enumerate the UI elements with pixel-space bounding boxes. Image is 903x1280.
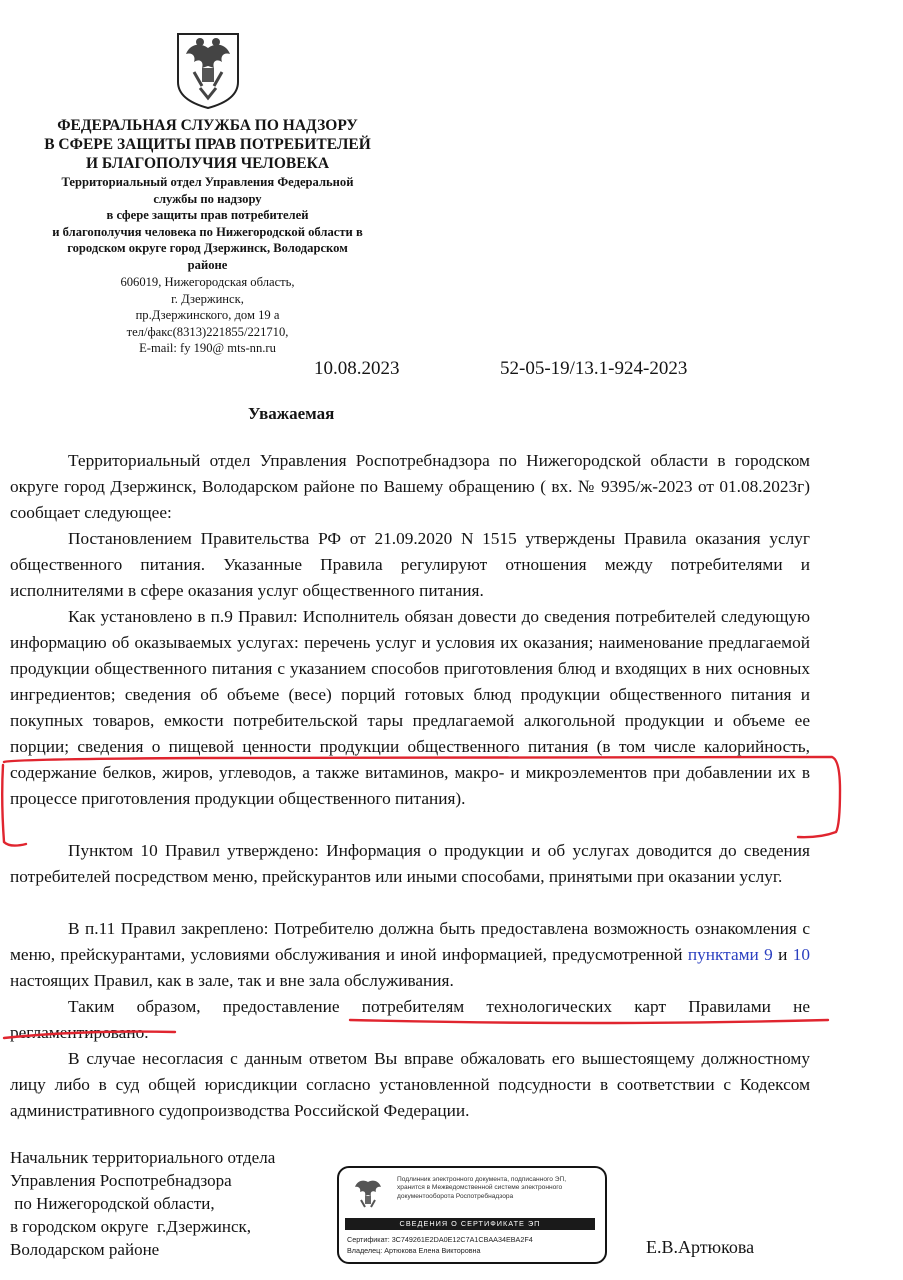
agency-address (10, 274, 405, 357)
signatory-title-line: Начальник территориального отдела (10, 1148, 276, 1167)
paragraph-text: Таким образом, предоставление потребителям технологических карт Правилами не регламентировано. (10, 997, 810, 1042)
paragraph-text: и (772, 945, 793, 964)
signatory-title-line: Володарском районе (10, 1240, 160, 1259)
department-line: районе (187, 257, 228, 272)
address-line: тел/факс(8313)221855/221710, (126, 324, 289, 339)
paragraph-text: Как установлено в п.9 Правил: Исполнитель обязан довести до сведения потребителей следующую информацию об оказываемых услугах: перечень услуг и условия их оказания; наименование предлагаемой продукции общественного питания с указанием способов приготовления блюд и входящих в них основных ингредиентов; сведения об объеме (весе) порций готовых блюд продукции общественного питания и покупных товаров, емкости потребительской тары предлагаемой алкогольной продукции и объеме ее порции; сведения о пищевой ценности продукции общественного питания (в том числе калорийность, содержание белков, жиров, углеводов, а также витаминов, макро- и микроэлементов при добавлении их в процессе приготовления продукции общественного питания). (10, 607, 810, 808)
address-line: пр.Дзержинского, дом 19 а (135, 308, 280, 322)
signatory-name: Е.В.Артюкова (646, 1237, 755, 1257)
paragraph-text: Постановлением Правительства РФ от 21.09.2020 N 1515 утверждены Правила оказания услуг общественного питания. Указанные Правила регулируют отношения между потребителями и исполнителями в сфере оказания услуг общественного питания. (10, 529, 810, 600)
paragraph-text: В случае несогласия с данным ответом Вы вправе обжаловать его вышестоящему должностному лицу либо в суд общей юрисдикции согласно установленной подсудности в соответствии с Кодексом административного судопроизводства Российской Федерации. (10, 1049, 810, 1120)
paragraph-clause-9 (10, 604, 810, 812)
department-line: службы по надзору (153, 191, 262, 206)
department-line: и благополучия человека по Нижегородской области в (52, 224, 363, 239)
department-line: в сфере защиты прав потребителей (106, 208, 309, 222)
agency-line: ФЕДЕРАЛЬНАЯ СЛУЖБА ПО НАДЗОРУ (57, 117, 358, 134)
greeting: Уважаемая (248, 404, 335, 423)
paragraph-text: настоящих Правил, как в зале, так и вне зала обслуживания. (10, 971, 454, 990)
stamp-emblem-icon (349, 1176, 387, 1214)
electronic-signature-stamp (337, 1166, 607, 1264)
signatory-title-line: Управления Роспотребнадзора (10, 1171, 232, 1190)
stamp-banner: СВЕДЕНИЯ О СЕРТИФИКАТЕ ЭП (345, 1218, 595, 1230)
agency-name (10, 116, 405, 173)
paragraph-conclusion (10, 994, 810, 1046)
stamp-notice-line: хранится в Межведомственной системе электронного (397, 1184, 563, 1192)
stamp-notice-line: Подлинник электронного документа, подписанного ЭП, (397, 1176, 567, 1183)
signatory-title-line: по Нижегородской области, (10, 1194, 215, 1213)
paragraph-appeal (10, 1046, 810, 1124)
link-clause-10[interactable]: 10 (792, 945, 810, 964)
signatory-title (10, 1146, 275, 1261)
department-line: Территориальный отдел Управления Федеральной (61, 175, 354, 189)
coat-of-arms-emblem (172, 30, 244, 110)
paragraph-text: Пунктом 10 Правил утверждено: Информация о продукции и об услугах доводится до сведения потребителей посредством меню, прейскурантов или иными способами, принятыми при оказании услуг. (10, 841, 810, 886)
registration-number: 52-05-19/13.1-924-2023 (500, 358, 688, 379)
paragraph-resolution (10, 526, 810, 604)
agency-line: В СФЕРЕ ЗАЩИТЫ ПРАВ ПОТРЕБИТЕЛЕЙ (44, 136, 371, 153)
paragraph-clause-11 (10, 916, 810, 994)
stamp-notice-line: документооборота Роспотребнадзора (397, 1192, 514, 1200)
department-line: городском округе город Дзержинск, Володарском (67, 241, 348, 255)
link-clause-9[interactable]: пунктами 9 (687, 945, 773, 964)
address-line: г. Дзержинск, (171, 291, 244, 306)
stamp-certificate: Сертификат: 3C749261E2DA0E12C7A1CBAA34EBA2F4 (347, 1235, 533, 1244)
stamp-owner: Владелец: Артюкова Елена Викторовна (347, 1246, 481, 1255)
paragraph-clause-10 (10, 838, 810, 890)
registration-date: 10.08.2023 (314, 358, 400, 379)
stamp-notice (397, 1176, 597, 1201)
paragraph-text: В п.11 Правил закреплено: Потребителю должна быть предоставлена возможность ознакомления с меню, прейскурантами, условиями обслуживания и иной информацией, предусмотренной (10, 919, 810, 964)
address-line: 606019, Нижегородская область, (120, 275, 295, 289)
address-line: E-mail: fy 190@ mts-nn.ru (139, 341, 276, 355)
paragraph-text: Территориальный отдел Управления Роспотребнадзора по Нижегородской области в городском округе город Дзержинск, Володарском районе по Вашему обращению ( вх. № 9395/ж-2023 от 01.08.2023г) сообщает следующее: (10, 451, 810, 522)
department-name (10, 174, 405, 273)
agency-line: И БЛАГОПОЛУЧИЯ ЧЕЛОВЕКА (85, 155, 330, 172)
paragraph-intro (10, 448, 810, 526)
signatory-title-line: в городском округе г.Дзержинск, (10, 1217, 252, 1236)
